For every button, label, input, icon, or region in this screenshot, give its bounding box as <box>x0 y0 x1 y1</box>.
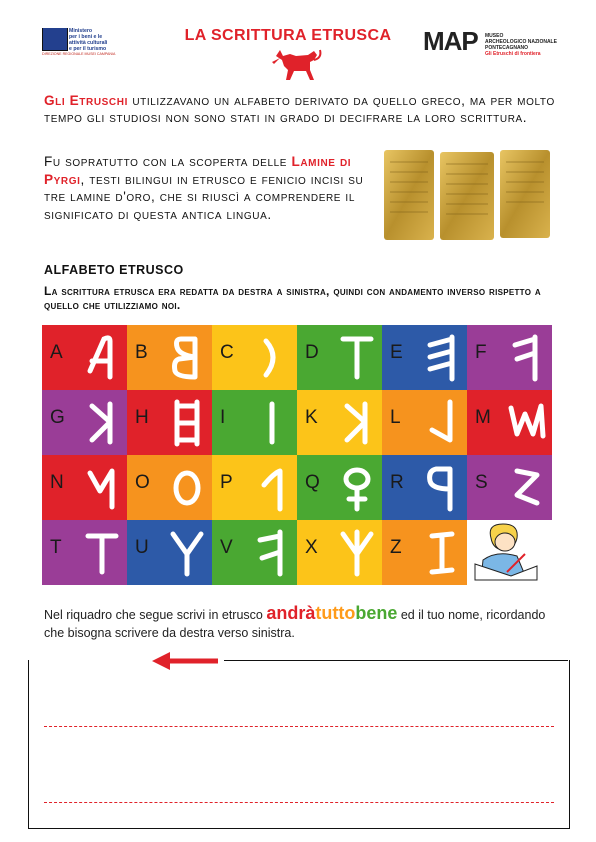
letter-cell-s <box>467 455 552 520</box>
latin-letter: G <box>50 407 65 428</box>
museum-name <box>485 33 571 57</box>
etruscan-s-glyph <box>507 461 547 514</box>
letter-cell-u <box>127 520 212 585</box>
etruscan-v-glyph <box>252 526 292 579</box>
writing-line-1[interactable] <box>44 726 554 727</box>
etruscan-z-glyph <box>422 526 462 579</box>
etruscan-m-glyph <box>507 396 547 449</box>
letter-cell-a <box>42 325 127 390</box>
intro-text: Fu sopratutto con la scoperta delle <box>44 154 292 169</box>
etruscan-e-glyph <box>422 331 462 384</box>
museum-line: ARCHEOLOGICO NAZIONALE <box>485 39 557 45</box>
letter-cell-o <box>127 455 212 520</box>
letter-cell-e <box>382 325 467 390</box>
ministry-logo <box>42 28 120 62</box>
letter-cell-i <box>212 390 297 455</box>
letter-cell-c <box>212 325 297 390</box>
museum-line: MUSEO <box>485 33 504 39</box>
latin-letter: O <box>135 472 150 493</box>
letter-cell-p <box>212 455 297 520</box>
letter-cell-g <box>42 390 127 455</box>
latin-letter: Q <box>305 472 320 493</box>
etruschi-highlight: Gli Etruschi <box>44 93 128 108</box>
alphabet-heading: ALFABETO ETRUSCO <box>44 263 184 277</box>
etruscan-r-glyph <box>422 461 462 514</box>
letter-cell-f <box>467 325 552 390</box>
letter-cell-q <box>297 455 382 520</box>
museum-line: PONTECAGNANO <box>485 45 529 51</box>
page-title: LA SCRITTURA ETRUSCA <box>184 27 392 44</box>
ministry-line: e per il turismo <box>69 46 107 52</box>
latin-letter: F <box>475 342 487 363</box>
latin-letter: H <box>135 407 149 428</box>
letter-cell-r <box>382 455 467 520</box>
writing-box-top-border <box>224 660 568 661</box>
instruction-text: ed il tuo nome, ricordando che bisogna scrivere da destra verso sinistra. <box>44 608 546 640</box>
word-andra: andrà <box>266 603 316 623</box>
etruscan-k-glyph <box>337 396 377 449</box>
latin-letter: I <box>220 407 226 428</box>
etruscan-x-glyph <box>337 526 377 579</box>
etruscan-t-glyph <box>82 526 122 579</box>
letter-cell-m <box>467 390 552 455</box>
latin-letter: Z <box>390 537 402 558</box>
latin-letter: C <box>220 342 234 363</box>
etruscan-chimera-icon <box>270 46 324 86</box>
etruscan-h-glyph <box>167 396 207 449</box>
etruscan-o-glyph <box>167 461 207 514</box>
etruscan-a-glyph <box>82 331 122 384</box>
exercise-instructions <box>44 604 564 642</box>
etruscan-i-glyph <box>252 396 292 449</box>
letter-cell-v <box>212 520 297 585</box>
pyrgi-gold-tablets-image <box>382 148 552 242</box>
etruscan-l-glyph <box>422 396 462 449</box>
word-tutto: tutto <box>315 603 356 623</box>
etruscan-n-glyph <box>82 461 122 514</box>
etruscan-f-glyph <box>507 331 547 384</box>
ministry-subtitle: DIREZIONE REGIONALE MUSEI CAMPANIA <box>42 52 116 56</box>
latin-letter: V <box>220 537 233 558</box>
latin-letter: A <box>50 342 63 363</box>
letter-cell-h <box>127 390 212 455</box>
letter-cell-b <box>127 325 212 390</box>
intro-text: , testi bilingui in etrusco e fenicio incisi su tre lamine d'oro, che si riuscì a comprendere il significato di questa antica lingua. <box>44 171 364 222</box>
instruction-text: Nel riquadro che segue scrivi in etrusco <box>44 608 267 622</box>
ministry-line: attività culturali <box>69 40 108 46</box>
ministry-name <box>69 28 121 52</box>
etruscan-u-glyph <box>167 526 207 579</box>
museum-logo <box>423 28 573 62</box>
latin-letter: B <box>135 342 148 363</box>
letter-cell-n <box>42 455 127 520</box>
letter-cell-k <box>297 390 382 455</box>
letter-cell-l <box>382 390 467 455</box>
letter-cell-z <box>382 520 467 585</box>
latin-letter: P <box>220 472 233 493</box>
ministry-line: Ministero <box>69 28 93 34</box>
latin-letter: K <box>305 407 318 428</box>
latin-letter: N <box>50 472 64 493</box>
ministry-emblem-icon <box>42 28 68 51</box>
etruscan-d-glyph <box>337 331 377 384</box>
writing-child-illustration <box>467 520 552 585</box>
latin-letter: L <box>390 407 401 428</box>
pyrgi-highlight: Lamine di Pyrgi <box>44 154 352 187</box>
direction-note: La scrittura etrusca era redatta da destra a sinistra, quindi con andamento inverso rispetto a quello che utilizziamo noi. <box>44 284 541 312</box>
ministry-line: per i beni e le <box>69 34 103 40</box>
etruscan-p-glyph <box>252 461 292 514</box>
letter-cell-x <box>297 520 382 585</box>
map-logo-text: MAP <box>423 26 478 56</box>
etruscan-q-glyph <box>337 461 377 514</box>
letter-cell-d <box>297 325 382 390</box>
writing-line-2[interactable] <box>44 802 554 803</box>
left-arrow-icon <box>150 650 220 672</box>
intro-paragraph-2 <box>44 153 364 223</box>
latin-letter: E <box>390 342 403 363</box>
writing-box[interactable] <box>28 660 570 829</box>
latin-letter: M <box>475 407 491 428</box>
etruscan-g-glyph <box>82 396 122 449</box>
latin-letter: S <box>475 472 488 493</box>
latin-letter: X <box>305 537 318 558</box>
word-bene: bene <box>355 603 398 623</box>
intro-text: utilizzavano un alfabeto derivato da quello greco, ma per molto tempo gli studiosi non sono stati in grado di decifrare la loro scrittura. <box>44 93 555 125</box>
map-logo <box>423 26 478 57</box>
intro-paragraph-1 <box>44 93 564 126</box>
latin-letter: D <box>305 342 319 363</box>
latin-letter: R <box>390 472 404 493</box>
etruscan-c-glyph <box>252 331 292 384</box>
letter-cell-t <box>42 520 127 585</box>
museum-subtitle: Gli Etruschi di frontiera <box>485 51 541 57</box>
latin-letter: T <box>50 537 62 558</box>
latin-letter: U <box>135 537 149 558</box>
etruscan-b-glyph <box>167 331 207 384</box>
